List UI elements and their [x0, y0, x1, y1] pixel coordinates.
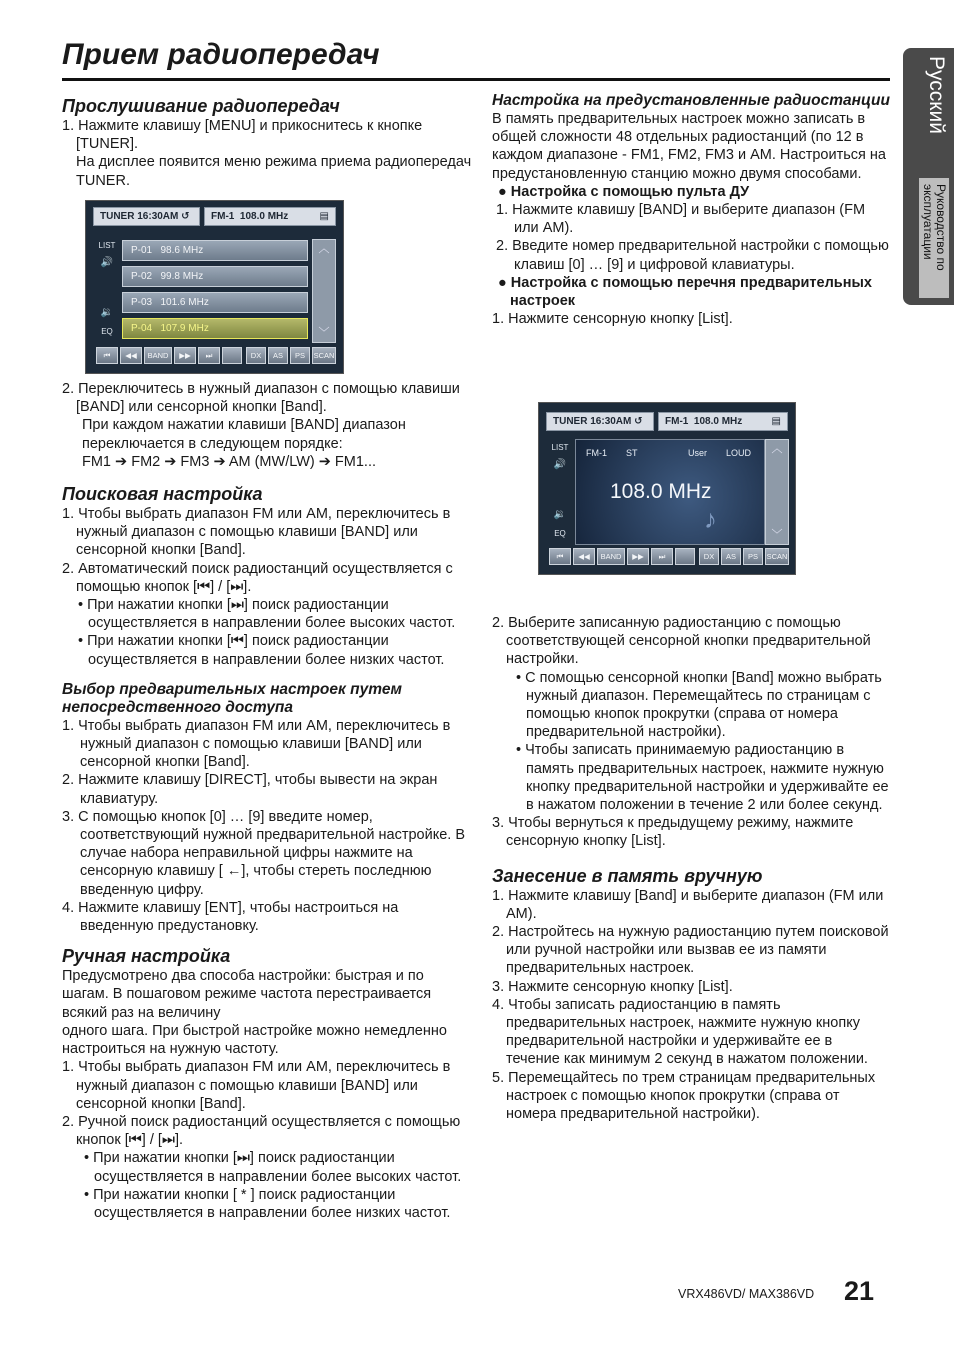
paragraph: 1. Нажмите клавишу [BAND] и выберите диапазон (FM или AM). [496, 202, 866, 237]
menu-icon[interactable]: ▤ [771, 416, 781, 427]
section-heading: Настройка на предустановленные радиостанции [492, 92, 890, 109]
paragraph: 3. Нажмите сенсорную кнопку [List]. [492, 978, 733, 995]
eq-button[interactable]: EQ [554, 529, 566, 538]
band-button[interactable]: BAND [597, 548, 625, 565]
bullet: • При нажатии кнопки [⏭] поиск радиостанции осуществляется в направлении более высоких частот. [84, 1150, 462, 1185]
section-heading: Прослушивание радиопередач [62, 96, 340, 116]
scroll-up-icon[interactable]: ︿ [318, 243, 330, 255]
preset-button[interactable]: P-01 98.6 MHz [122, 240, 308, 261]
screen-header-left: TUNER 16:30AM ↺ [546, 412, 654, 431]
paragraph: При каждом нажатии клавиши [BAND] диапазон переключается в следующем порядке: [82, 417, 406, 452]
volume-up-icon[interactable]: 🔊 [100, 257, 114, 268]
manual-label: Руководство по эксплуатации [921, 184, 948, 271]
paragraph: 2. Ручной поиск радиостанций осуществляется с помощью кнопок [⏮] / [⏭]. [62, 1113, 461, 1149]
volume-down-icon[interactable]: 🔉 [100, 307, 114, 318]
volume-up-icon[interactable]: 🔊 [553, 459, 567, 470]
preset-button-selected[interactable]: P-04 107.9 MHz [122, 318, 308, 339]
as-button[interactable]: AS [721, 548, 741, 565]
blank-button[interactable] [675, 548, 695, 565]
paragraph: 1. Чтобы выбрать диапазон FM или AM, переключитесь в нужный диапазон с помощью клавиши [BAND] или сенсорной кнопки [Band]. [62, 506, 451, 559]
preset-button[interactable]: P-02 99.8 MHz [122, 266, 308, 287]
bullet: • Чтобы записать принимаемую радиостанцию в память предварительных настроек, нажмите нужную кнопку предварительной настройки и удерживайте ее в нажатом положении в течение 2 или более секунд. [516, 742, 889, 814]
scrollbar[interactable] [312, 239, 336, 343]
paragraph: В память предварительных настроек можно записать в общей сложности 48 отдельных радиостанций (по 12 в каждом диапазоне - FM1, FM2, FM3 и AM. Настроиться на предустановленную станцию можно двумя способами. [492, 111, 886, 182]
bullet: • С помощью сенсорной кнопки [Band] можно выбрать нужный диапазон. Перемещайтесь по страницам с помощью кнопок прокрутки (справа от номера предварительной настройки). [516, 669, 882, 741]
screen-header-right: FM-1 108.0 MHz ▤ [658, 412, 788, 431]
dx-button[interactable]: DX [246, 347, 266, 364]
paragraph: 1. Нажмите клавишу [Band] и выберите диапазон (FM или AM). [492, 887, 884, 922]
scroll-up-icon[interactable]: ︿ [771, 443, 783, 455]
paragraph: 2. Нажмите клавишу [DIRECT], чтобы вывести на экран клавиатуру. [62, 772, 438, 807]
left-column-top [62, 95, 474, 190]
scrollbar[interactable] [765, 439, 789, 545]
paragraph: 1. Чтобы выбрать диапазон FM или AM, переключитесь в нужный диапазон с помощью клавиши [BAND] или сенсорной кнопки [Band]. [62, 717, 451, 771]
next-track-button[interactable]: ⏭ [651, 548, 673, 565]
frequency-display: 108.0 MHz [610, 480, 712, 503]
prev-track-button[interactable]: ⏮ [96, 347, 118, 364]
paragraph: одного шага. При быстрой настройке можно немедленно настроиться на нужную частоту. [62, 1022, 447, 1058]
loud-label: LOUD [726, 448, 752, 458]
screen-header-right: FM-1 108.0 MHz ▤ [204, 207, 336, 226]
forward-button[interactable]: ▶▶ [627, 548, 649, 565]
back-icon[interactable]: ↺ [634, 416, 643, 427]
bullet-heading: ● Настройка с помощью пульта ДУ [498, 183, 750, 200]
paragraph: Предусмотрено два способа настройки: быстрая и по шагам. В пошаговом режиме частота перестраивается всякий раз на величину [62, 968, 432, 1021]
section-heading: Занесение в память вручную [492, 865, 763, 886]
manual-tab [919, 178, 949, 298]
paragraph: На дисплее появится меню режима приема радиопередач TUNER. [76, 154, 472, 189]
band-button[interactable]: BAND [144, 347, 172, 364]
paragraph: 3. Чтобы вернуться к предыдущему режиму, нажмите сенсорную кнопку [List]. [492, 815, 854, 850]
rewind-button[interactable]: ◀◀ [573, 548, 595, 565]
paragraph: 3. С помощью кнопок [0] … [9] введите номер, соответствующий нужной предварительной настройке. В случае набора неправильной цифры нажмите на сенсорную клавишу [ ←], чтобы стереть последнюю введенную цифру. [62, 808, 466, 898]
scroll-down-icon[interactable]: ﹀ [771, 529, 783, 541]
page-title: Прием радиопередач [62, 38, 380, 71]
paragraph: 2. Настройтесь на нужную радиостанцию путем поисковой или ручной настройки или вызвав ее из памяти предварительных настроек. [492, 924, 889, 977]
band-order: FM1 ➔ FM2 ➔ FM3 ➔ AM (MW/LW) ➔ FM1... [82, 453, 377, 470]
language-tab [903, 48, 954, 305]
language-label: Русский [925, 56, 948, 134]
section-heading: Ручная настройка [62, 946, 231, 967]
dx-button[interactable]: DX [699, 548, 719, 565]
eq-button[interactable]: EQ [101, 327, 113, 336]
page-number: 21 [844, 1276, 875, 1306]
volume-down-icon[interactable]: 🔉 [553, 509, 567, 520]
list-button[interactable]: LIST [551, 443, 569, 452]
bullet: • При нажатии кнопки [⏭] поиск радиостанции осуществляется в направлении более высоких частот. [78, 597, 456, 632]
info-display [575, 439, 765, 545]
back-icon[interactable]: ↺ [181, 211, 190, 222]
section-heading: Выбор предварительных настроек путем непосредственного доступа [62, 680, 402, 716]
right-column-top [492, 92, 890, 328]
paragraph: 5. Перемещайтесь по трем страницам предварительных настроек с помощью кнопок прокрутки (справа от номера предварительной настройки). [492, 1069, 876, 1123]
ps-button[interactable]: PS [743, 548, 763, 565]
music-note-icon: ♪ [704, 504, 717, 534]
paragraph: 4. Чтобы записать радиостанцию в память предварительных настроек, нажмите нужную кнопку предварительной настройки и удерживайте ее в течение как минимум 2 секунд в нажатом положении. [492, 996, 868, 1068]
bullet-heading: ● Настройка с помощью перечня предварительных настроек [498, 274, 872, 310]
tuner-info-screen [538, 402, 796, 575]
paragraph: 1. Нажмите клавишу [MENU] и прикоснитесь к кнопке [TUNER]. [62, 118, 423, 153]
paragraph: 1. Нажмите сенсорную кнопку [List]. [492, 311, 733, 328]
menu-icon[interactable]: ▤ [319, 211, 329, 222]
band-label: FM-1 [586, 448, 607, 458]
stereo-label: ST [626, 448, 638, 458]
bullet: • При нажатии кнопки [⏮] поиск радиостанции осуществляется в направлении более низких частот. [78, 633, 445, 668]
tuner-preset-screen [85, 200, 344, 374]
eq-user-label: User [688, 448, 708, 458]
list-button[interactable]: LIST [98, 241, 116, 250]
scan-button[interactable]: SCAN [312, 347, 336, 364]
title-rule [62, 78, 890, 81]
prev-track-button[interactable]: ⏮ [549, 548, 571, 565]
preset-button[interactable]: P-03 101.6 MHz [122, 292, 308, 313]
bullet: • При нажатии кнопки [ * ] поиск радиостанции осуществляется в направлении более низких частот. [84, 1186, 451, 1221]
screen-header-left: TUNER 16:30AM ↺ [93, 207, 200, 226]
model-number: VRX486VD/ MAX386VD [678, 1287, 815, 1301]
blank-button[interactable] [222, 347, 242, 364]
left-column [62, 380, 474, 1222]
right-column [492, 614, 890, 1123]
paragraph: 2. Введите номер предварительной настройки с помощью клавиш [0] … [9] и цифровой клавиатуры. [496, 238, 889, 273]
as-button[interactable]: AS [268, 347, 288, 364]
scan-button[interactable]: SCAN [765, 548, 789, 565]
scroll-down-icon[interactable]: ﹀ [318, 327, 330, 339]
paragraph: 2. Переключитесь в нужный диапазон с помощью клавиши [BAND] или сенсорной кнопки [Band]. [62, 381, 460, 416]
section-heading: Поисковая настройка [62, 484, 263, 505]
ps-button[interactable]: PS [290, 347, 310, 364]
paragraph: 4. Нажмите клавишу [ENT], чтобы настроиться на введенную предустановку. [62, 899, 399, 935]
paragraph: 1. Чтобы выбрать диапазон FM или AM, переключитесь в нужный диапазон с помощью клавиши [BAND] или сенсорной кнопки [Band]. [62, 1059, 451, 1112]
next-track-button[interactable]: ⏭ [198, 347, 220, 364]
rewind-button[interactable]: ◀◀ [120, 347, 142, 364]
paragraph: 2. Выберите записанную радиостанцию с помощью соответствующей сенсорной кнопки предварительной настройки. [492, 615, 871, 668]
paragraph: 2. Автоматический поиск радиостанций осуществляется с помощью кнопок [⏮] / [⏭]. [62, 560, 453, 595]
forward-button[interactable]: ▶▶ [174, 347, 196, 364]
